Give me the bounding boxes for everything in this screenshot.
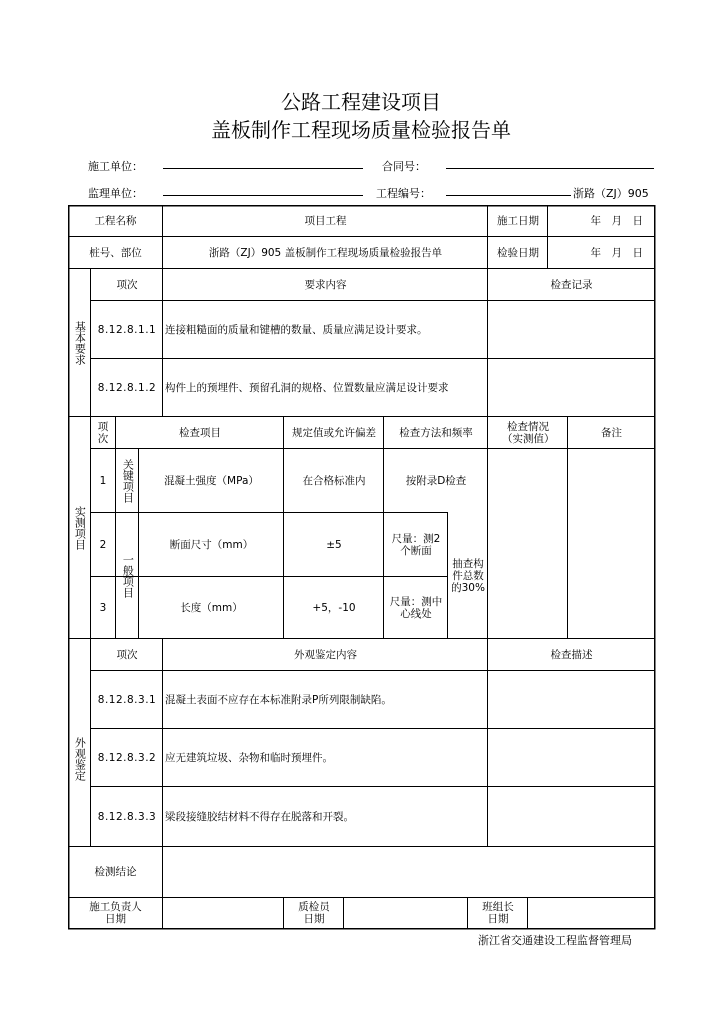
measured-row-1-method: 按附录D检查 (405, 474, 467, 487)
appearance-side-label: 外观鉴定 (73, 737, 87, 781)
inspection-date-value[interactable]: 年 月 日 (590, 246, 643, 259)
construction-lead-date-label: 日期 (105, 913, 126, 925)
appearance-col-desc: 检查描述 (550, 648, 593, 661)
construction-lead-sign[interactable] (163, 898, 283, 928)
qc-inspector-cell (284, 898, 344, 928)
appearance-col-item: 项次 (116, 648, 138, 661)
construction-lead-cell (68, 898, 163, 928)
measured-col-tolerance: 规定值或允许偏差 (292, 426, 376, 439)
title-line-1: 公路工程建设项目 (281, 90, 441, 114)
basic-row-1-code: 8.12.8.1.1 (97, 323, 157, 336)
basic-requirements-side-label: 基本要求 (73, 321, 87, 365)
measured-row-2-tolerance: ±5 (326, 538, 342, 551)
station-value[interactable]: 浙路（ZJ）905 盖板制作工程现场质量检验报告单 (208, 246, 443, 259)
station-label: 桩号、部位 (89, 246, 142, 259)
issuer-footer: 浙江省交通建设工程监督管理局 (478, 934, 632, 947)
project-name-value[interactable]: 项目工程 (304, 214, 347, 227)
measured-row-3-result[interactable] (488, 577, 568, 639)
inspection-date-label: 检验日期 (497, 246, 539, 259)
contract-no-label: 合同号： (382, 160, 426, 173)
qc-inspector-label: 质检员 (298, 900, 330, 913)
measured-row-2-remark[interactable] (568, 513, 655, 577)
key-item-label: 关键项目 (121, 459, 135, 503)
team-leader-date-label: 日期 (487, 913, 509, 925)
basic-row-2-record[interactable] (488, 359, 655, 417)
construction-lead-label: 施工负责人 (89, 900, 142, 913)
team-leader-cell (468, 898, 528, 928)
form-code: 浙路（ZJ）905 (573, 187, 649, 200)
basic-row-1-record[interactable] (488, 301, 655, 359)
conclusion-field[interactable] (163, 847, 655, 898)
sampling-note: 抽查构件总数的30% (451, 557, 485, 595)
appearance-row-1-code: 8.12.8.3.1 (97, 693, 157, 706)
measured-row-3-method: 尺量：测中心线处 (389, 595, 443, 620)
basic-col-record: 检查记录 (550, 278, 593, 291)
basic-row-2-text: 构件上的预埋件、预留孔洞的规格、位置数量应满足设计要求 (165, 381, 449, 394)
appearance-row-1-text: 混凝土表面不应存在本标准附录P所列限制缺陷。 (165, 693, 392, 706)
appearance-row-1-desc[interactable] (488, 671, 655, 729)
supervision-unit-label: 监理单位： (88, 187, 143, 200)
basic-col-item: 项次 (116, 278, 138, 291)
construction-unit-label: 施工单位： (88, 160, 143, 173)
appearance-row-3-desc[interactable] (488, 787, 655, 847)
measured-row-1-tolerance: 在合格标准内 (302, 474, 366, 487)
basic-col-content: 要求内容 (304, 278, 347, 291)
team-leader-sign[interactable] (528, 898, 655, 928)
project-no-label: 工程编号： (376, 187, 431, 200)
measured-row-2-no: 2 (99, 538, 107, 551)
appearance-row-3-text: 梁段接缝胶结材料不得存在脱落和开裂。 (165, 810, 354, 823)
measured-row-1-no: 1 (99, 474, 107, 487)
appearance-row-3-code: 8.12.8.3.3 (97, 810, 157, 823)
measured-row-1-result[interactable] (488, 449, 568, 513)
conclusion-label: 检测结论 (94, 866, 137, 879)
basic-row-1-text: 连接粗糙面的质量和键槽的数量、质量应满足设计要求。 (165, 323, 428, 336)
measured-col-remark: 备注 (601, 426, 622, 439)
measured-row-2-method: 尺量：测2个断面 (391, 532, 441, 557)
measured-row-1-item: 混凝土强度（MPa） (164, 474, 259, 487)
title-line-2: 盖板制作工程现场质量检验报告单 (211, 118, 511, 142)
measured-row-3-tolerance: +5，-10 (312, 601, 356, 614)
measured-col-method: 检查方法和频率 (399, 426, 473, 439)
measured-col-check: 检查项目 (179, 426, 221, 439)
construction-date-label: 施工日期 (497, 214, 539, 227)
measured-items-side-label: 实测项目 (73, 506, 87, 550)
basic-row-2-code: 8.12.8.1.2 (97, 381, 157, 394)
construction-date-value[interactable]: 年 月 日 (590, 214, 643, 227)
measured-row-2-item: 断面尺寸（mm） (169, 538, 254, 551)
measured-row-2-result[interactable] (488, 513, 568, 577)
appearance-col-content: 外观鉴定内容 (294, 648, 357, 661)
measured-row-3-no: 3 (99, 601, 107, 614)
measured-col-result: 检查情况（实测值） (502, 420, 555, 445)
measured-row-1-remark[interactable] (568, 449, 655, 513)
team-leader-label: 班组长 (482, 900, 514, 913)
qc-inspector-date-label: 日期 (303, 913, 325, 925)
appearance-row-2-desc[interactable] (488, 729, 655, 787)
appearance-row-2-text: 应无建筑垃圾、杂物和临时预埋件。 (165, 751, 333, 764)
measured-col-item: 项次 (97, 420, 109, 445)
qc-inspector-sign[interactable] (344, 898, 468, 928)
appearance-row-2-code: 8.12.8.3.2 (97, 751, 157, 764)
measured-row-3-remark[interactable] (568, 577, 655, 639)
project-name-label: 工程名称 (94, 214, 137, 227)
measured-row-3-item: 长度（mm） (180, 601, 243, 614)
general-item-label: 一般项目 (121, 554, 135, 598)
